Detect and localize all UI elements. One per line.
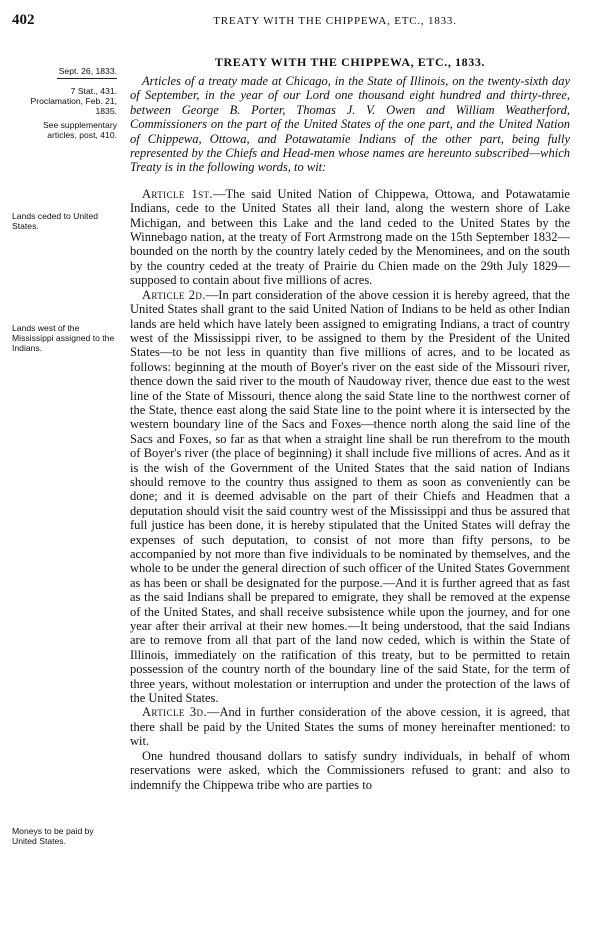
article-3-continuation: One hundred thousand dollars to satisfy sundry individuals, in behalf of whom reservations were asked, which the Commissioners refused to grant: and also to indemnify the Chippewa tribe who are parties to: [130, 748, 570, 792]
article-2: [130, 288, 570, 706]
article-1: [130, 187, 570, 288]
article-1-label: Article 1st.: [142, 186, 213, 201]
margin-note-moneys: Moneys to be paid by United States.: [12, 826, 94, 846]
page-header: [12, 12, 588, 34]
article-2-label: Article 2d.: [142, 287, 206, 302]
running-head: TREATY WITH THE CHIPPEWA, ETC., 1833.: [213, 15, 457, 27]
margin-note-lands-ceded: Lands ceded to United States.: [12, 211, 99, 231]
treaty-body: [130, 74, 570, 792]
margin-note-statutes: 7 Stat., 431. Proclamation, Feb. 21, 1835.: [30, 86, 117, 116]
article-3: [130, 705, 570, 748]
treaty-intro: Articles of a treaty made at Chicago, in the State of Illinois, on the twenty-sixth day of September, in the year of our Lord one thousand eight hundred and thirty-three, between George B. Porter, Thomas J. V. Owen and William Weatherford, Commissioners on the part of the United States of the one part, and the United Nation of Chippewa, Ottowa, and Potawatamie Indians of the other part, being fully represented by the Chiefs and Head-men whose names are hereunto subscribed—which Treaty is in the following words, to wit:: [130, 74, 570, 175]
article-3-text: —And in further consideration of the above cession, it is agreed, that there shall be paid by the United States the sums of money hereinafter mentioned: to wit.: [130, 705, 570, 749]
margin-rule: [57, 78, 117, 79]
article-1-text: —The said United Nation of Chippewa, Ottowa, and Potawatamie Indians, cede to the United States all their land, along the western shore of Lake Michigan, and between this Lake and the land ceded to the United States by the Winnebago nation, at the treaty of Fort Armstrong made on the 15th September 1832—bounded on the north by the country lately ceded by the Menominees, and on the south by the country ceded at the treaty of Prairie du Chien made on the 29th July 1829—supposed to contain about five millions of acres.: [130, 186, 570, 288]
document-title: TREATY WITH THE CHIPPEWA, ETC., 1833.: [214, 55, 486, 69]
margin-note-supplementary: See supplementary articles, post, 410.: [42, 120, 117, 140]
article-2-text: —In part consideration of the above cession it is hereby agreed, that the United States shall grant to the said United Nation of Indians to be held as other Indian lands are held which have lately been assigned to emigrating Indians, a tract of country west of the Mississippi river, to be assigned to them by the President of the United States—to be not less in quantity than five millions of acres, and to be located as follows: beginning at the mouth of Boyer's river on the east side of the Missouri river, thence down the said river to the mouth of Naudoway river, thence due east to the west line of the State of Missouri, thence along the said State line to the northwest corner of the State, thence east along the said State line to the point where it is intersected by the western boundary line of the Sacs and Foxes—thence north along the said line of the Sacs and Foxes, so far as that when a straight line shall be run therefrom to the mouth of Boyer's river (the place of beginning) it shall include five millions of acres. And as it is the wish of the Government of the United States that the said nation of Indians should remove to the country thus assigned to them as soon as conveniently can be done; and it is deemed advisable on the part of their Chiefs and Headmen that a deputation should visit the said country west of the Mississippi and thus be assured that full justice has been done, it is hereby stipulated that the United States will defray the expenses of such deputation, to consist of not more than fifty persons, to be accompanied by not more than five individuals to be nominated by themselves, and the whole to be under the general direction of such officer of the United States Government as has been or shall be designated for the purpose.—And it is further agreed that as fast as the said Indians shall be prepared to emigrate, they shall be removed at the expense of the United States, and shall receive subsistence while upon the journey, and for one year after their arrival at their new homes.—It being understood, that the said Indians are to remove from all that part of the land now ceded, which is within the State of Illinois, immediately on the ratification of this treaty, but to be permitted to retain possession of the country north of the boundary line of the said State, for the term of three years, without molestation or interruption and under the protection of the laws of the United States.: [130, 287, 570, 706]
margin-note-lands-west: Lands west of the Mississippi assigned to the Indians.: [12, 323, 115, 353]
margin-date-text: Sept. 26, 1833.: [58, 66, 117, 76]
margin-note-date: [12, 66, 117, 81]
article-3-label: Article 3d.: [142, 705, 207, 720]
page-number: 402: [12, 12, 35, 28]
